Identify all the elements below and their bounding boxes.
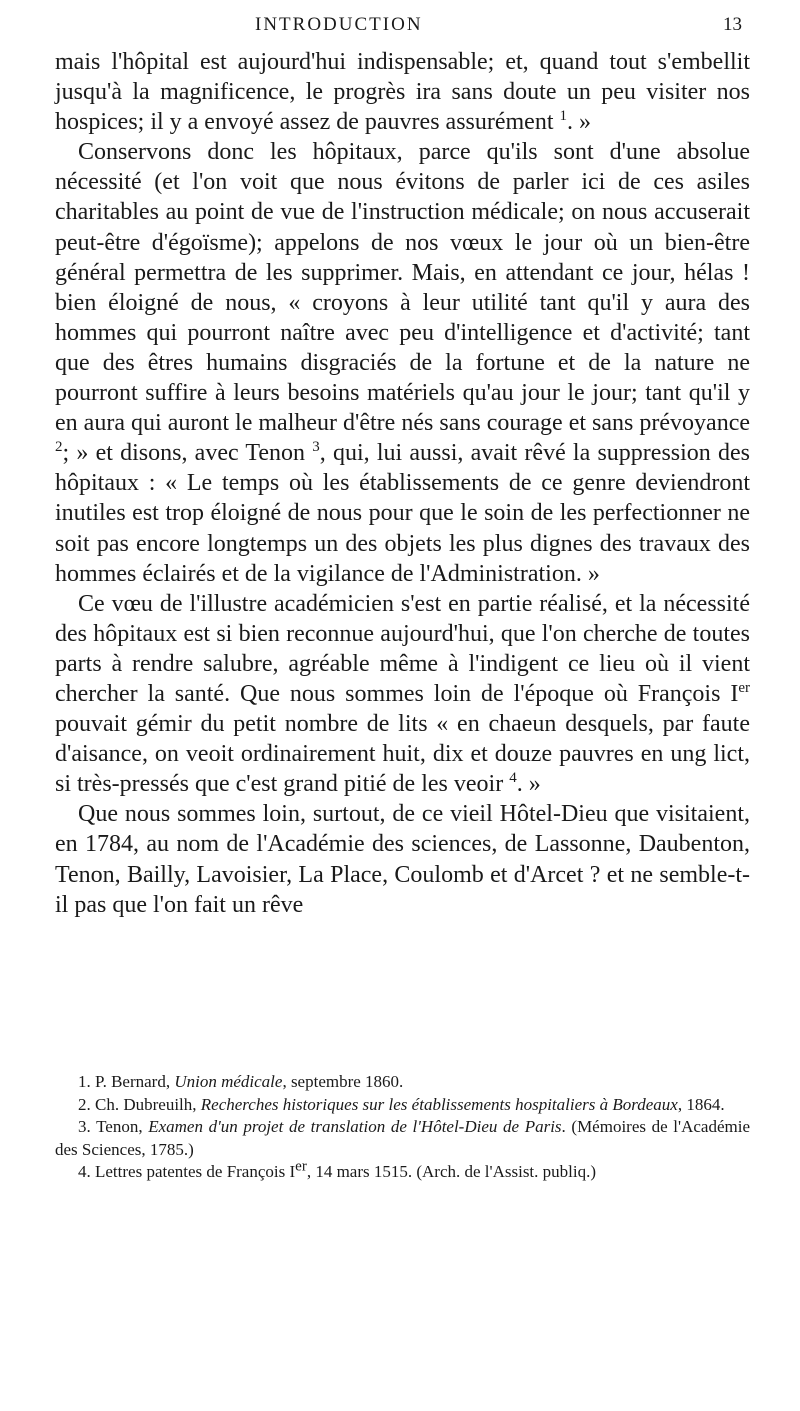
footnote	[55, 1116, 750, 1161]
paragraph	[55, 589, 750, 800]
footnote	[55, 1094, 750, 1117]
text-run: Que nous sommes loin, surtout, de ce vieil Hôtel-Dieu que visitaient, en 1784, au nom de l'Académie des sciences, de Lassonne, Daubenton, Tenon, Bailly, Lavoisier, La Place, Coulomb et d'Arcet ? et ne semble-t-il pas que l'on fait un rêve	[55, 801, 750, 918]
footnote-marker: 2	[55, 439, 63, 456]
page-header	[0, 14, 800, 42]
footnote	[55, 1071, 750, 1094]
body-text	[55, 47, 750, 920]
footnotes	[55, 1071, 750, 1184]
footnote-marker: er	[295, 1158, 307, 1175]
footnote	[55, 1158, 750, 1184]
footnote-marker: er	[738, 679, 750, 696]
text-run: 2. Ch. Dubreuilh,	[78, 1094, 201, 1114]
text-run: Conservons donc les hôpitaux, parce qu'ils sont d'une absolue nécessité (et l'on voit que nous évitons de parler ici de ces asiles charitables au point de vue de l'instruction médicale; on nous accuserait peut-être d'égoïsme); appelons de nos vœux le jour où un bien-être général permettra de les supprimer. Mais, en attendant ce jour, hélas ! bien éloigné de nous, « croyons à leur utilité tant qu'il y aura des hommes qui pourront naître avec peu d'intelligence et d'activité; tant que des êtres humains disgraciés de la fortune et de la nature ne pourront suffire à leurs besoins matériels qu'au jour le jour; tant qu'il y en aura qui auront le malheur d'être nés sans courage et sans prévoyance	[55, 139, 750, 437]
text-run: , septembre 1860.	[282, 1072, 404, 1091]
text-run: ; » et disons, avec Tenon	[62, 440, 313, 467]
text-run: mais l'hôpital est aujourd'hui indispensable; et, quand tout s'embellit jusqu'à la magnificence, le progrès ira sans doute un peu visiter nos hospices; il y a envoyé assez de pauvres assurément	[55, 49, 750, 136]
paragraph	[55, 137, 750, 588]
text-run: , 1864.	[677, 1094, 725, 1114]
paragraph	[55, 799, 750, 919]
cited-title: Recherches historiques sur les établissements hospitaliers à Bordeaux	[200, 1094, 678, 1114]
text-run: 1. P. Bernard,	[78, 1072, 175, 1091]
text-run: , qui, lui aussi, avait rêvé la suppression des hôpitaux : « Le temps où les établissements de ce genre deviendront inutiles est trop éloigné de nous pour que le soin de les perfectionner ne soit pas encore longtemps un des objets les plus dignes des travaux des hommes éclairés et de la vigilance de l'Administration. »	[55, 440, 750, 587]
footnote-marker: 1	[559, 108, 568, 125]
page-number: 13	[723, 14, 742, 35]
text-run: , 14 mars 1515. (Arch. de l'Assist. publiq.)	[306, 1162, 597, 1182]
text-run: 3. Tenon,	[78, 1117, 149, 1137]
footnote-marker: 3	[312, 439, 320, 456]
text-run: . (Mémoires de l'Académie des Sciences, 1785.)	[55, 1117, 750, 1159]
text-run: 4. Lettres patentes de François I	[78, 1162, 296, 1182]
text-run: . »	[567, 109, 592, 136]
cited-title: Union médicale	[174, 1072, 283, 1091]
running-title: INTRODUCTION	[255, 14, 423, 35]
text-run: pouvait gémir du petit nombre de lits « en chaeun desquels, par faute d'aisance, on veoit ordinairement huit, dix et douze pauvres en ung lict, si très-pressés que c'est grand pitié de les veoir	[55, 711, 750, 798]
text-run: Ce vœu de l'illustre académicien s'est en partie réalisé, et la nécessité des hôpitaux est si bien reconnue aujourd'hui, que l'on cherche de toutes parts à rendre salubre, agréable même à l'indigent ce lieu où il vient chercher la santé. Que nous sommes loin de l'époque où François I	[55, 590, 750, 707]
cited-title: Examen d'un projet de translation de l'Hôtel-Dieu de Paris	[148, 1117, 562, 1137]
footnote-marker: 4	[509, 770, 517, 787]
paragraph	[55, 47, 750, 137]
text-run: . »	[516, 771, 541, 798]
